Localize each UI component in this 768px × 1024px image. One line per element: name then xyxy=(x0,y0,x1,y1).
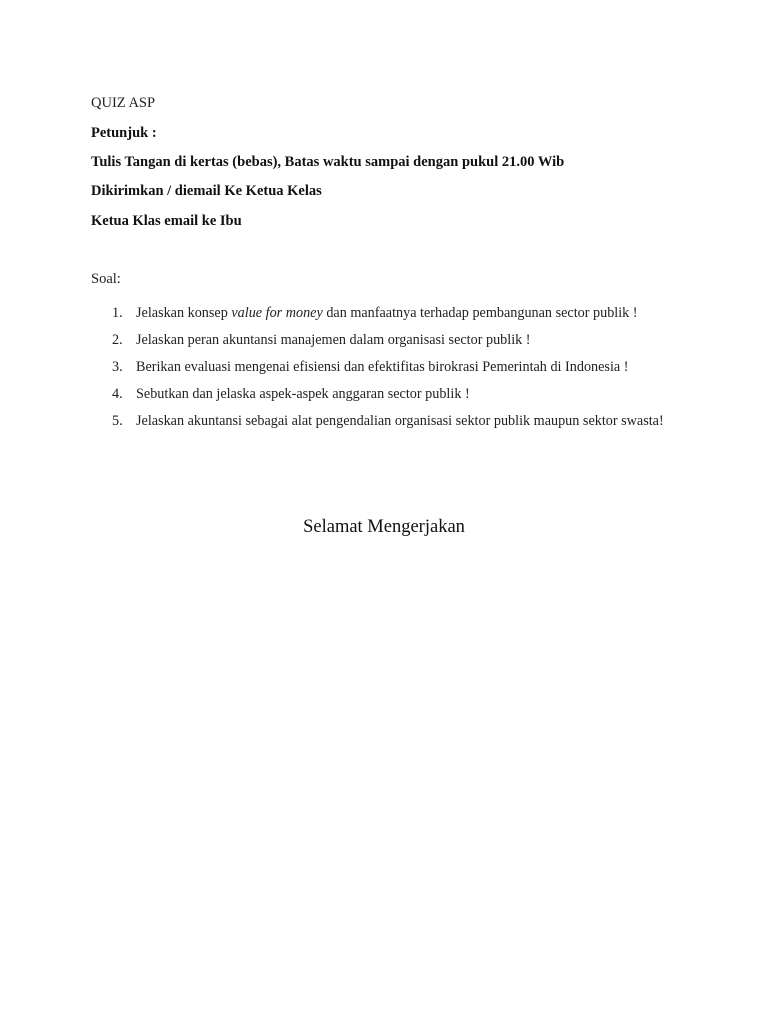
question-text: Sebutkan dan jelaska aspek-aspek anggaran sector publik ! xyxy=(136,386,470,402)
question-text: Jelaskan akuntansi sebagai alat pengendalian organisasi sektor publik maupun sektor swasta! xyxy=(136,413,664,429)
question-text-italic: value for money xyxy=(231,305,323,321)
instruction-line: Tulis Tangan di kertas (bebas), Batas waktu sampai dengan pukul 21.00 Wib xyxy=(91,154,565,170)
closing-message: Selamat Mengerjakan xyxy=(303,517,465,537)
question-text xyxy=(136,305,638,321)
instructions-label: Petunjuk : xyxy=(91,125,157,141)
instruction-line: Ketua Klas email ke Ibu xyxy=(91,213,242,229)
question-number: 1. xyxy=(112,305,123,321)
question-number: 4. xyxy=(112,386,123,402)
question-item xyxy=(91,354,691,381)
question-text-after: dan manfaatnya terhadap pembangunan sector publik ! xyxy=(322,305,638,321)
question-item xyxy=(91,300,691,327)
question-number: 2. xyxy=(112,332,123,348)
questions-label: Soal: xyxy=(91,271,121,287)
question-text-before: Jelaskan konsep xyxy=(136,305,232,321)
question-number: 5. xyxy=(112,413,123,429)
question-item xyxy=(91,408,691,435)
instruction-line: Dikirimkan / diemail Ke Ketua Kelas xyxy=(91,183,322,199)
question-item xyxy=(91,381,691,408)
question-text: Berikan evaluasi mengenai efisiensi dan efektifitas birokrasi Pemerintah di Indonesia ! xyxy=(136,359,629,375)
question-number: 3. xyxy=(112,359,123,375)
question-item xyxy=(91,327,691,354)
quiz-title: QUIZ ASP xyxy=(91,95,156,111)
question-text: Jelaskan peran akuntansi manajemen dalam organisasi sector publik ! xyxy=(136,332,531,348)
question-list xyxy=(91,300,691,435)
